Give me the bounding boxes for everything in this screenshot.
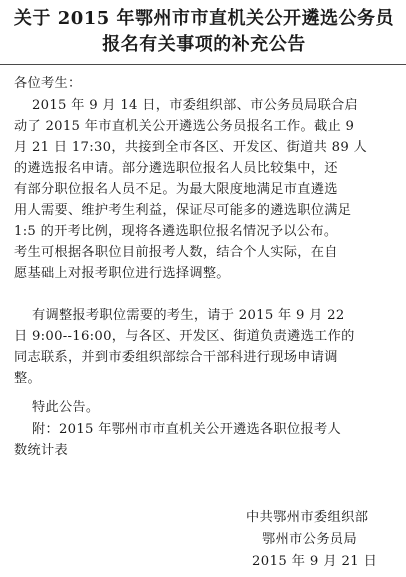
body-line: 有部分职位报名人员不足。为最大限度地满足市直遴选 [14, 182, 338, 197]
title-divider [0, 64, 406, 65]
signature-date: 2015 年 9 月 21 日 [252, 554, 378, 569]
title-line-2: 报名有关事项的补充公告 [102, 34, 306, 55]
body-line: 用人需要、维护考生利益，保证尽可能多的遴选职位满足 [14, 203, 352, 218]
body-line: 2015 年 9 月 14 日，市委组织部、市公务员局联合启 [14, 98, 359, 113]
body-line: 1:5 的开考比例，现将各遴选职位报名情况予以公布。 [14, 224, 338, 239]
signature-org-1: 中共鄂州市委组织部 [246, 510, 369, 525]
attachment-line: 附：2015 年鄂州市市直机关公开遴选各职位报考人 [14, 422, 341, 437]
attachment-line: 数统计表 [14, 443, 68, 458]
body-line: 动了 2015 年市直机关公开遴选公务员报名工作。截止 9 [14, 119, 355, 134]
body-line: 考生可根据各职位目前报考人数，结合个人实际，在自 [14, 245, 338, 260]
title-line-1: 关于 2015 年鄂州市市直机关公开遴选公务员 [13, 8, 395, 29]
body-line: 愿基础上对报考职位进行选择调整。 [14, 266, 230, 281]
signature-org-2: 鄂州市公务员局 [262, 532, 358, 547]
body-line: 的遴选报名申请。部分遴选职位报名人员比较集中，还 [14, 161, 338, 176]
body-line: 同志联系，并到市委组织部综合干部科进行现场申请调 [14, 350, 338, 365]
salutation: 各位考生： [14, 76, 82, 91]
body-line: 月 21 日 17:30，共接到全市各区、开发区、街道共 89 人 [14, 140, 367, 155]
body-line: 日 9:00--16:00，与各区、开发区、街道负责遴选工作的 [14, 329, 355, 344]
closing-line: 特此公告。 [14, 400, 100, 415]
body-line: 整。 [14, 371, 41, 386]
body-line: 有调整报考职位需要的考生，请于 2015 年 9 月 22 [14, 308, 345, 323]
